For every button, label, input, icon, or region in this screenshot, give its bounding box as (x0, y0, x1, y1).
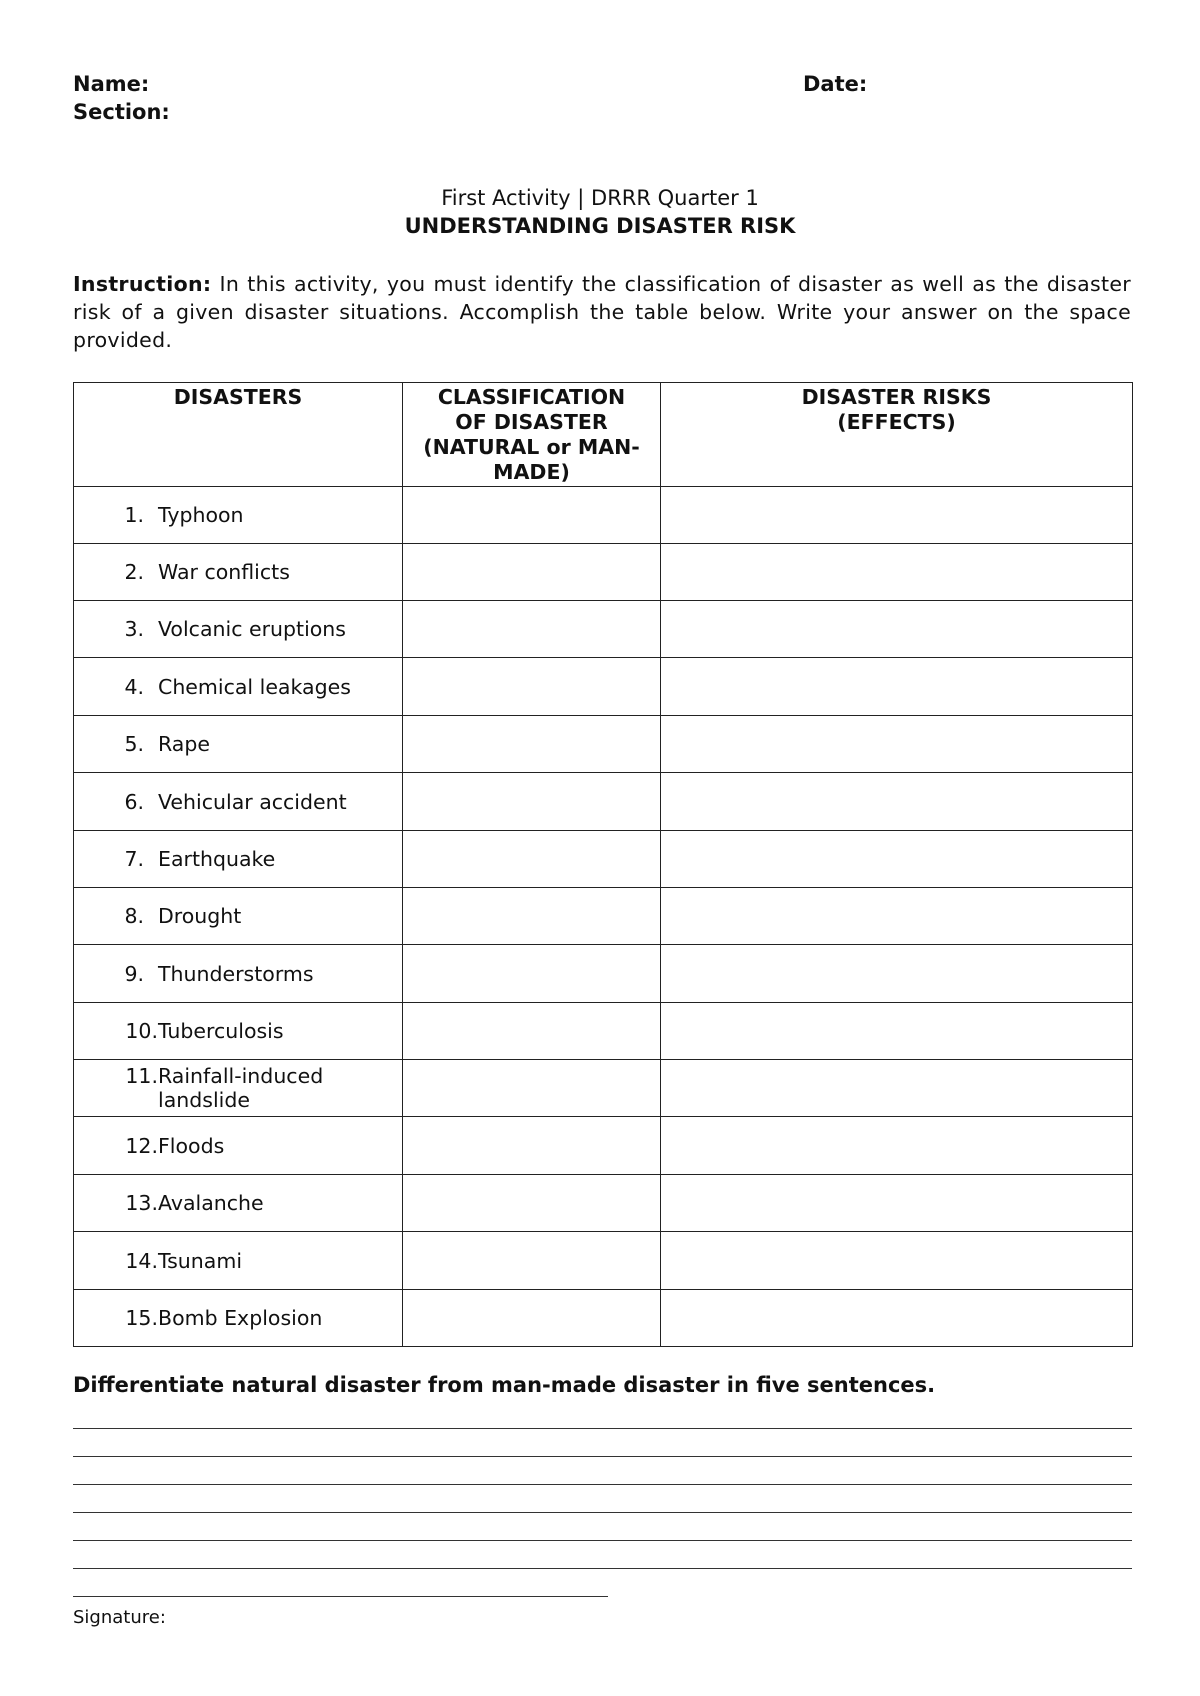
answer-line[interactable] (73, 1512, 1132, 1513)
risk-answer-cell[interactable] (661, 888, 1133, 945)
disaster-cell (74, 888, 403, 945)
risk-answer-cell[interactable] (661, 716, 1133, 773)
table-row (74, 601, 1133, 658)
classification-answer-cell[interactable] (403, 1175, 661, 1232)
disaster-number: 7. (124, 847, 144, 871)
disaster-item (74, 560, 402, 584)
risk-answer-cell[interactable] (661, 945, 1133, 1003)
signature-label: Signature: (73, 1607, 166, 1628)
table-body (74, 487, 1133, 1347)
disaster-number: 15. (125, 1306, 158, 1330)
disaster-number: 3. (124, 617, 144, 641)
classification-answer-cell[interactable] (403, 888, 661, 945)
header-risks (661, 383, 1133, 487)
risk-answer-cell[interactable] (661, 601, 1133, 658)
disaster-item (74, 1019, 402, 1043)
classification-answer-cell[interactable] (403, 601, 661, 658)
disaster-label: Chemical leakages (158, 674, 351, 699)
disaster-item (74, 962, 402, 986)
answer-line[interactable] (73, 1428, 1132, 1429)
disaster-item (74, 675, 402, 699)
classification-answer-cell[interactable] (403, 1232, 661, 1290)
risk-answer-cell[interactable] (661, 1117, 1133, 1175)
disaster-item (74, 1249, 402, 1273)
disaster-cell (74, 1175, 403, 1232)
disaster-label: Tsunami (158, 1248, 243, 1273)
disaster-cell (74, 716, 403, 773)
risk-answer-cell[interactable] (661, 1290, 1133, 1347)
header-classification (403, 383, 661, 487)
disaster-number: 4. (124, 674, 144, 699)
table-row (74, 1175, 1133, 1232)
header-classification-line: (NATURAL or MAN- (423, 435, 640, 459)
page-title: UNDERSTANDING DISASTER RISK (404, 214, 796, 238)
disaster-cell (74, 1232, 403, 1290)
classification-answer-cell[interactable] (403, 1060, 661, 1117)
risk-answer-cell[interactable] (661, 773, 1133, 831)
disaster-cell (74, 773, 403, 831)
table-row (74, 544, 1133, 601)
answer-line[interactable] (73, 1540, 1132, 1541)
disaster-item (74, 904, 402, 928)
disaster-cell (74, 601, 403, 658)
table-row (74, 658, 1133, 716)
disaster-label: Vehicular accident (158, 789, 347, 814)
disaster-number: 14. (125, 1248, 158, 1273)
header-classification-line: CLASSIFICATION (437, 385, 626, 409)
classification-answer-cell[interactable] (403, 716, 661, 773)
risk-answer-cell[interactable] (661, 487, 1133, 544)
header-risks-line: DISASTER RISKS (801, 385, 992, 409)
disaster-cell (74, 945, 403, 1003)
table-header-row (74, 383, 1133, 487)
table-row (74, 888, 1133, 945)
table-row (74, 1117, 1133, 1175)
instruction-label: Instruction: (73, 272, 212, 296)
table-row (74, 1003, 1133, 1060)
disaster-table (73, 382, 1133, 1347)
classification-answer-cell[interactable] (403, 487, 661, 544)
disaster-cell (74, 831, 403, 888)
disaster-number: 2. (124, 560, 144, 584)
disaster-number: 10. (125, 1019, 158, 1043)
table-row (74, 773, 1133, 831)
disaster-label: Volcanic eruptions (158, 617, 346, 641)
disaster-item (74, 503, 402, 527)
section-label: Section: (73, 100, 170, 124)
header-classification-line: OF DISASTER (455, 410, 608, 434)
header-risks-line: (EFFECTS) (837, 410, 956, 434)
disaster-label: Drought (158, 904, 242, 928)
disaster-label: Rape (158, 732, 210, 756)
risk-answer-cell[interactable] (661, 1175, 1133, 1232)
header-disasters: DISASTERS (74, 383, 403, 487)
table-row (74, 1060, 1133, 1117)
disaster-number: 12. (125, 1133, 158, 1158)
disaster-cell (74, 1060, 403, 1117)
disaster-label: War conflicts (158, 560, 290, 584)
disaster-item (74, 1306, 402, 1330)
disaster-label: Rainfall-induced landslide (158, 1064, 324, 1112)
disaster-label: Floods (158, 1133, 225, 1158)
disaster-item (74, 1134, 402, 1158)
disaster-item (74, 790, 402, 814)
disaster-label: Tuberculosis (158, 1019, 284, 1043)
disaster-label: Earthquake (158, 847, 276, 871)
risk-answer-cell[interactable] (661, 544, 1133, 601)
classification-answer-cell[interactable] (403, 945, 661, 1003)
disaster-label: Avalanche (158, 1191, 264, 1215)
disaster-item (74, 617, 402, 641)
risk-answer-cell[interactable] (661, 1003, 1133, 1060)
table-row (74, 831, 1133, 888)
disaster-cell (74, 487, 403, 544)
table-row (74, 1290, 1133, 1347)
table-row (74, 716, 1133, 773)
disaster-item (74, 1191, 402, 1215)
date-label: Date: (803, 72, 868, 96)
table-row (74, 945, 1133, 1003)
disaster-label: Bomb Explosion (158, 1306, 323, 1330)
instruction-paragraph (73, 270, 1131, 354)
disaster-number: 13. (125, 1191, 158, 1215)
question-prompt: Differentiate natural disaster from man-made disaster in five sentences. (73, 1373, 936, 1397)
disaster-item (74, 1064, 402, 1112)
disaster-item (74, 847, 402, 871)
classification-answer-cell[interactable] (403, 544, 661, 601)
classification-answer-cell[interactable] (403, 831, 661, 888)
disaster-label: Thunderstorms (158, 961, 314, 986)
disaster-cell (74, 1290, 403, 1347)
disaster-number: 9. (124, 961, 144, 986)
header-classification-line: MADE) (493, 460, 570, 484)
risk-answer-cell[interactable] (661, 831, 1133, 888)
answer-line[interactable] (73, 1456, 1132, 1457)
instruction-text: In this activity, you must identify the classification of disaster as well as the disaster risk of a given disaster situations. Accomplish the table below. Write your answer on the space provided. (73, 272, 1131, 352)
disaster-cell (74, 1117, 403, 1175)
disaster-number: 1. (124, 503, 144, 527)
answer-line[interactable] (73, 1484, 1132, 1485)
classification-answer-cell[interactable] (403, 1117, 661, 1175)
classification-answer-cell[interactable] (403, 658, 661, 716)
classification-answer-cell[interactable] (403, 1003, 661, 1060)
disaster-item (74, 732, 402, 756)
disaster-cell (74, 658, 403, 716)
table-row (74, 487, 1133, 544)
classification-answer-cell[interactable] (403, 773, 661, 831)
answer-line[interactable] (73, 1568, 1132, 1569)
risk-answer-cell[interactable] (661, 1060, 1133, 1117)
disaster-number: 5. (124, 732, 144, 756)
risk-answer-cell[interactable] (661, 1232, 1133, 1290)
table-row (74, 1232, 1133, 1290)
disaster-number: 11. (125, 1064, 158, 1088)
disaster-number: 6. (124, 789, 144, 814)
disaster-label: Typhoon (158, 503, 244, 527)
name-label: Name: (73, 72, 150, 96)
signature-line[interactable] (73, 1596, 608, 1597)
risk-answer-cell[interactable] (661, 658, 1133, 716)
disaster-cell (74, 1003, 403, 1060)
disaster-cell (74, 544, 403, 601)
classification-answer-cell[interactable] (403, 1290, 661, 1347)
disaster-number: 8. (124, 904, 144, 928)
activity-subtitle: First Activity | DRRR Quarter 1 (441, 186, 759, 210)
